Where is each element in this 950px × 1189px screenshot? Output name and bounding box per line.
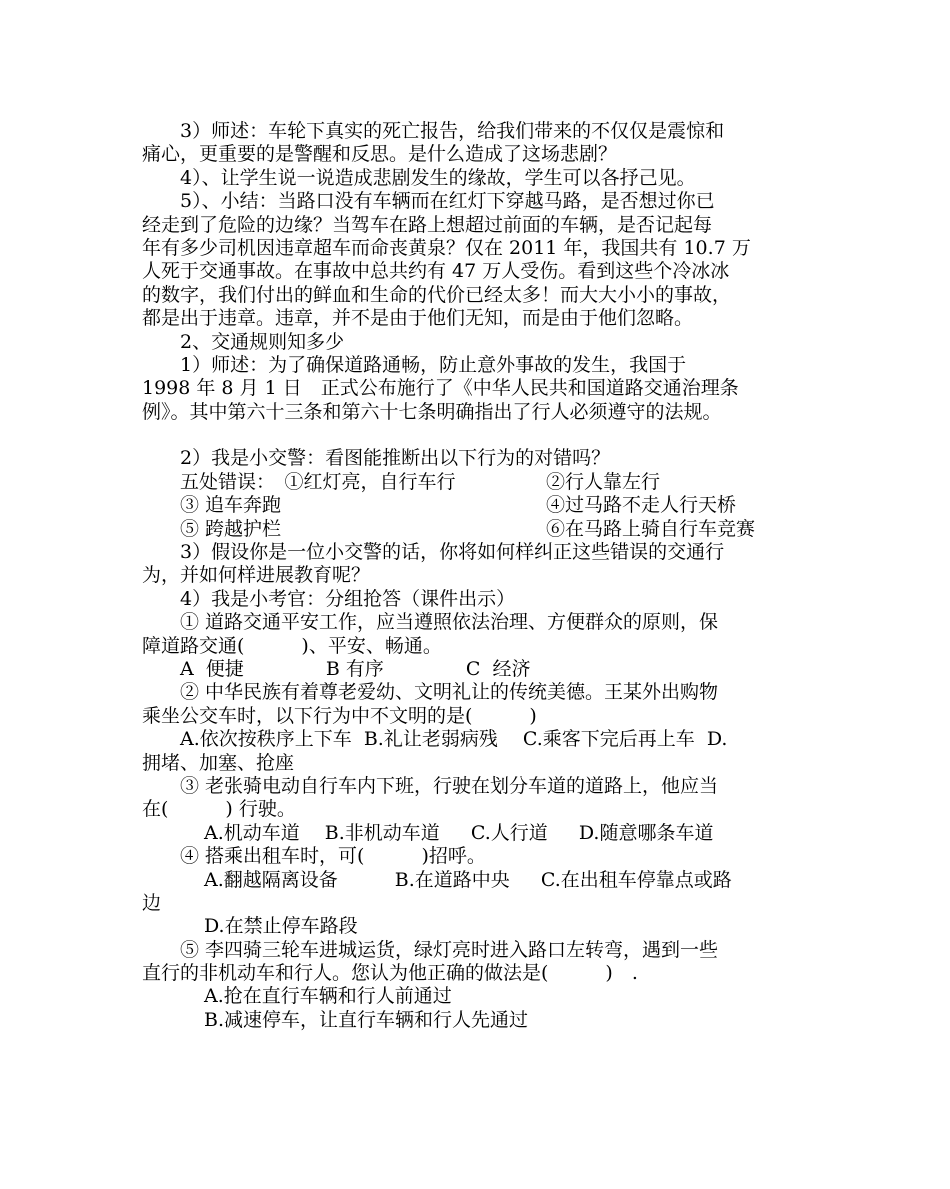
errors-row: [142, 518, 828, 541]
question-line: ② 中华民族有着尊老爱幼、文明礼让的传统美德。王某外出购物: [180, 681, 719, 704]
paragraph-line: 4）我是小考官：分组抢答（课件出示）: [180, 587, 516, 610]
question-line: 乘坐公交车时，以下行为中不文明的是( ): [142, 704, 537, 727]
paragraph-line: 2）我是小交警：看图能推断出以下行为的对错吗？: [180, 447, 611, 470]
question-line: ③ 老张骑电动自行车内下班，行驶在划分车道的道路上，他应当: [180, 774, 719, 797]
errors-item: ⑤ 跨越护栏: [180, 517, 282, 540]
section-heading: 2、交通规则知多少: [180, 330, 345, 353]
options-line: A.抢在直行车辆和行人前通过: [204, 985, 452, 1008]
options-line: A 便捷 B 有序 C 经济: [180, 657, 531, 680]
paragraph-line: 年有多少司机因违章超车而命丧黄泉？仅在 2011 年，我国共有 10.7 万: [142, 236, 751, 259]
options-line: 拥堵、加塞、抢座: [142, 751, 295, 774]
question-line: 障道路交通( )、平安、畅通。: [142, 634, 442, 657]
question-line: ④ 搭乘出租车时，可( )招呼。: [180, 845, 486, 868]
options-line: A.翻越隔离设备 B.在道路中央 C.在出租车停靠点或路: [204, 868, 732, 891]
paragraph-line: 3）假设你是一位小交警的话，你将如何样纠正这些错误的交通行: [180, 541, 725, 564]
paragraph-line: 1）师述：为了确保道路通畅，防止意外事故的发生，我国于: [180, 353, 687, 376]
paragraph-line: 5）、小结：当路口没有车辆而在红灯下穿越马路，是否想过你已: [180, 190, 715, 213]
errors-item: ②行人靠左行: [546, 470, 661, 493]
options-line: A.机动车道 B.非机动车道 C.人行道 D.随意哪条车道: [204, 821, 714, 844]
paragraph-line: 为，并如何样进展教育呢？: [142, 564, 371, 587]
paragraph-line: 人死于交通事故。在事故中总共约有 47 万人受伤。看到这些个冷冰冰: [142, 260, 730, 283]
options-line: B.减速停车，让直行车辆和行人先通过: [204, 1008, 529, 1031]
errors-item: 五处错误： ①红灯亮，自行车行: [180, 470, 456, 493]
options-line: A.依次按秩序上下车 B.礼让老弱病残 C.乘客下完后再上车 D.: [180, 728, 728, 751]
paragraph-line: 例》。其中第六十三条和第六十七条明确指出了行人必须遵守的法规。: [142, 400, 722, 423]
document-page: [142, 120, 828, 1032]
errors-row: [142, 494, 828, 517]
paragraph-line: 都是出于违章。违章，并不是由于他们无知，而是由于他们忽略。: [142, 307, 694, 330]
question-line: 在( ) 行驶。: [142, 798, 296, 821]
question-line: ① 道路交通平安工作，应当遵照依法治理、方便群众的原则，保: [180, 611, 719, 634]
question-line: 直行的非机动车和行人。您认为他正确的做法是( ) .: [142, 962, 638, 985]
paragraph-line: 3）师述：车轮下真实的死亡报告，给我们带来的不仅仅是震惊和: [180, 120, 725, 142]
errors-item: ③ 追车奔跑: [180, 494, 282, 517]
paragraph-line: 1998 年 8 月 1 日 正式公布施行了《中华人民共和国道路交通治理条: [142, 377, 739, 400]
paragraph-line: 痛心，更重要的是警醒和反思。是什么造成了这场悲剧？: [142, 143, 618, 166]
options-line: D.在禁止停车路段: [204, 915, 358, 938]
paragraph-line: 经走到了危险的边缘？当驾车在路上想超过前面的车辆，是否记起每: [142, 213, 713, 236]
question-line: ⑤ 李四骑三轮车进城运货，绿灯亮时进入路口左转弯，遇到一些: [180, 938, 719, 961]
paragraph-line: 的数字，我们付出的鲜血和生命的代价已经太多！而大大小小的事故，: [142, 283, 732, 306]
blank-line: [142, 424, 828, 447]
errors-item: ⑥在马路上骑自行车竞赛: [546, 517, 756, 540]
paragraph-line: 4）、让学生说一说造成悲剧发生的缘故，学生可以各抒己见。: [180, 166, 696, 189]
options-line: 边: [142, 891, 162, 914]
errors-item: ④过马路不走人行天桥: [546, 494, 737, 517]
errors-row: [142, 471, 828, 494]
